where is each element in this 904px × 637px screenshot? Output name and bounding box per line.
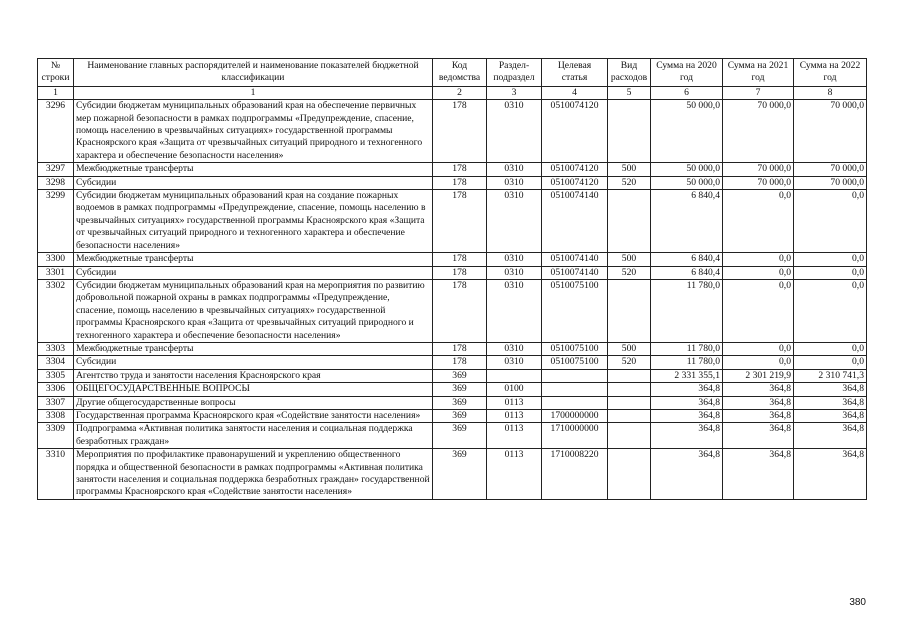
row-target-article bbox=[542, 369, 608, 382]
row-section: 0100 bbox=[487, 383, 542, 396]
header-sum-2020: Сумма на 2020 год bbox=[651, 59, 723, 87]
row-sum-2021: 0,0 bbox=[723, 190, 794, 253]
page-number: 380 bbox=[849, 597, 866, 608]
table-row bbox=[38, 163, 867, 176]
row-sum-2020: 364,8 bbox=[651, 383, 723, 396]
row-sum-2020: 364,8 bbox=[651, 423, 723, 449]
row-sum-2022: 0,0 bbox=[794, 279, 867, 342]
row-section: 0310 bbox=[487, 253, 542, 266]
row-dept-code: 369 bbox=[433, 369, 487, 382]
row-section: 0113 bbox=[487, 423, 542, 449]
row-number: 3308 bbox=[38, 409, 74, 422]
row-target-article: 0510074120 bbox=[542, 176, 608, 189]
row-dept-code: 178 bbox=[433, 176, 487, 189]
row-target-article bbox=[542, 383, 608, 396]
row-section: 0113 bbox=[487, 449, 542, 500]
row-dept-code: 369 bbox=[433, 383, 487, 396]
header-sum-2022: Сумма на 2022 год bbox=[794, 59, 867, 87]
row-target-article: 0510074140 bbox=[542, 253, 608, 266]
row-number: 3296 bbox=[38, 100, 74, 163]
row-number: 3302 bbox=[38, 279, 74, 342]
row-sum-2021: 2 301 219,9 bbox=[723, 369, 794, 382]
row-sum-2020: 6 840,4 bbox=[651, 266, 723, 279]
row-sum-2022: 364,8 bbox=[794, 409, 867, 422]
row-expense-type: 520 bbox=[608, 266, 651, 279]
row-sum-2022: 0,0 bbox=[794, 342, 867, 355]
row-dept-code: 178 bbox=[433, 100, 487, 163]
row-name: Субсидии бюджетам муниципальных образований края на создание пожарных водоемов в рамках подпрограммы «Предупреждение, спасение, помощь населению в чрезвычайных ситуациях» государственной программы Красноярского края «Защита от чрезвычайных ситуаций природного и техногенного характера и обеспечение безопасности населения» bbox=[74, 190, 433, 253]
row-sum-2022: 364,8 bbox=[794, 449, 867, 500]
column-index: 1 bbox=[38, 86, 74, 99]
row-sum-2020: 50 000,0 bbox=[651, 100, 723, 163]
row-target-article: 0510074140 bbox=[542, 266, 608, 279]
column-index-row bbox=[38, 86, 867, 99]
row-sum-2020: 50 000,0 bbox=[651, 176, 723, 189]
row-number: 3303 bbox=[38, 342, 74, 355]
row-dept-code: 178 bbox=[433, 190, 487, 253]
row-name: Межбюджетные трансферты bbox=[74, 163, 433, 176]
row-section: 0310 bbox=[487, 190, 542, 253]
row-section: 0310 bbox=[487, 100, 542, 163]
row-target-article: 1700000000 bbox=[542, 409, 608, 422]
row-target-article: 0510074120 bbox=[542, 100, 608, 163]
row-name: Межбюджетные трансферты bbox=[74, 342, 433, 355]
table-row bbox=[38, 369, 867, 382]
row-expense-type bbox=[608, 100, 651, 163]
row-sum-2022: 0,0 bbox=[794, 356, 867, 369]
row-sum-2022: 364,8 bbox=[794, 396, 867, 409]
table-row bbox=[38, 253, 867, 266]
row-target-article: 0510074140 bbox=[542, 190, 608, 253]
header-expense-type: Вид расходов bbox=[608, 59, 651, 87]
row-sum-2022: 70 000,0 bbox=[794, 100, 867, 163]
row-section: 0310 bbox=[487, 342, 542, 355]
row-expense-type: 500 bbox=[608, 163, 651, 176]
table-row bbox=[38, 396, 867, 409]
row-target-article: 0510074120 bbox=[542, 163, 608, 176]
row-sum-2020: 11 780,0 bbox=[651, 342, 723, 355]
header-name: Наименование главных распорядителей и наименование показателей бюджетной классификации bbox=[74, 59, 433, 87]
row-sum-2021: 70 000,0 bbox=[723, 163, 794, 176]
header-target-article: Целевая статья bbox=[542, 59, 608, 87]
row-sum-2021: 0,0 bbox=[723, 356, 794, 369]
table-body bbox=[38, 100, 867, 500]
table-row bbox=[38, 100, 867, 163]
row-sum-2020: 11 780,0 bbox=[651, 356, 723, 369]
column-index: 8 bbox=[794, 86, 867, 99]
row-sum-2020: 364,8 bbox=[651, 396, 723, 409]
header-row bbox=[38, 59, 867, 87]
table-row bbox=[38, 409, 867, 422]
row-expense-type bbox=[608, 369, 651, 382]
row-name: Субсидии bbox=[74, 176, 433, 189]
row-dept-code: 369 bbox=[433, 409, 487, 422]
table-row bbox=[38, 449, 867, 500]
budget-table-sheet bbox=[37, 58, 867, 500]
row-sum-2022: 2 310 741,3 bbox=[794, 369, 867, 382]
table-row bbox=[38, 266, 867, 279]
table-row bbox=[38, 279, 867, 342]
row-sum-2022: 70 000,0 bbox=[794, 176, 867, 189]
row-sum-2021: 70 000,0 bbox=[723, 176, 794, 189]
row-section: 0310 bbox=[487, 279, 542, 342]
row-sum-2021: 70 000,0 bbox=[723, 100, 794, 163]
row-sum-2022: 70 000,0 bbox=[794, 163, 867, 176]
row-sum-2020: 11 780,0 bbox=[651, 279, 723, 342]
row-expense-type bbox=[608, 190, 651, 253]
row-number: 3298 bbox=[38, 176, 74, 189]
row-number: 3300 bbox=[38, 253, 74, 266]
row-sum-2021: 364,8 bbox=[723, 423, 794, 449]
budget-table bbox=[37, 58, 867, 500]
row-section: 0113 bbox=[487, 396, 542, 409]
row-expense-type bbox=[608, 449, 651, 500]
row-dept-code: 369 bbox=[433, 423, 487, 449]
row-name: Другие общегосударственные вопросы bbox=[74, 396, 433, 409]
row-sum-2021: 364,8 bbox=[723, 449, 794, 500]
row-section bbox=[487, 369, 542, 382]
table-row bbox=[38, 190, 867, 253]
row-name: Субсидии бюджетам муниципальных образований края на мероприятия по развитию добровольной пожарной охраны в рамках подпрограммы «Предупреждение, спасение, помощь населению в чрезвычайных ситуациях» государственной программы Красноярского края «Защита от чрезвычайных ситуаций природного и техногенного характера и обеспечение безопасности населения» bbox=[74, 279, 433, 342]
header-row-no: № строки bbox=[38, 59, 74, 87]
row-expense-type bbox=[608, 423, 651, 449]
header-section: Раздел-подраздел bbox=[487, 59, 542, 87]
row-number: 3309 bbox=[38, 423, 74, 449]
row-number: 3307 bbox=[38, 396, 74, 409]
row-sum-2020: 50 000,0 bbox=[651, 163, 723, 176]
row-number: 3299 bbox=[38, 190, 74, 253]
row-sum-2021: 0,0 bbox=[723, 266, 794, 279]
header-dept-code: Код ведомства bbox=[433, 59, 487, 87]
row-target-article: 0510075100 bbox=[542, 356, 608, 369]
row-number: 3305 bbox=[38, 369, 74, 382]
table-row bbox=[38, 356, 867, 369]
row-name: Межбюджетные трансферты bbox=[74, 253, 433, 266]
column-index: 4 bbox=[542, 86, 608, 99]
row-name: Государственная программа Красноярского края «Содействие занятости населения» bbox=[74, 409, 433, 422]
row-sum-2022: 0,0 bbox=[794, 253, 867, 266]
row-name: Субсидии bbox=[74, 356, 433, 369]
row-expense-type bbox=[608, 279, 651, 342]
row-target-article bbox=[542, 396, 608, 409]
row-sum-2021: 364,8 bbox=[723, 383, 794, 396]
column-index: 2 bbox=[433, 86, 487, 99]
row-sum-2021: 0,0 bbox=[723, 279, 794, 342]
row-number: 3304 bbox=[38, 356, 74, 369]
row-target-article: 0510075100 bbox=[542, 279, 608, 342]
row-sum-2021: 364,8 bbox=[723, 409, 794, 422]
row-expense-type: 500 bbox=[608, 342, 651, 355]
row-section: 0310 bbox=[487, 176, 542, 189]
row-dept-code: 369 bbox=[433, 449, 487, 500]
row-expense-type: 520 bbox=[608, 356, 651, 369]
row-sum-2020: 364,8 bbox=[651, 449, 723, 500]
row-dept-code: 178 bbox=[433, 253, 487, 266]
row-dept-code: 369 bbox=[433, 396, 487, 409]
row-number: 3310 bbox=[38, 449, 74, 500]
row-sum-2020: 364,8 bbox=[651, 409, 723, 422]
row-sum-2021: 0,0 bbox=[723, 253, 794, 266]
row-dept-code: 178 bbox=[433, 342, 487, 355]
table-row bbox=[38, 423, 867, 449]
row-sum-2020: 6 840,4 bbox=[651, 253, 723, 266]
table-row bbox=[38, 342, 867, 355]
row-expense-type bbox=[608, 409, 651, 422]
row-name: Агентство труда и занятости населения Красноярского края bbox=[74, 369, 433, 382]
row-section: 0113 bbox=[487, 409, 542, 422]
column-index: 7 bbox=[723, 86, 794, 99]
row-expense-type bbox=[608, 396, 651, 409]
row-section: 0310 bbox=[487, 356, 542, 369]
row-section: 0310 bbox=[487, 266, 542, 279]
row-dept-code: 178 bbox=[433, 266, 487, 279]
column-index: 5 bbox=[608, 86, 651, 99]
row-sum-2022: 0,0 bbox=[794, 190, 867, 253]
row-dept-code: 178 bbox=[433, 163, 487, 176]
row-sum-2022: 364,8 bbox=[794, 383, 867, 396]
header-sum-2021: Сумма на 2021 год bbox=[723, 59, 794, 87]
table-row bbox=[38, 383, 867, 396]
row-number: 3301 bbox=[38, 266, 74, 279]
row-name: Субсидии bbox=[74, 266, 433, 279]
row-sum-2020: 6 840,4 bbox=[651, 190, 723, 253]
row-sum-2020: 2 331 355,1 bbox=[651, 369, 723, 382]
row-name: Мероприятия по профилактике правонарушений и укреплению общественного порядка и общественной безопасности в рамках подпрограммы «Активная политика занятости населения и социальная поддержка безработных граждан» государственной программы Красноярского края «Содействие занятости населения» bbox=[74, 449, 433, 500]
table-row bbox=[38, 176, 867, 189]
row-expense-type: 500 bbox=[608, 253, 651, 266]
row-target-article: 1710000000 bbox=[542, 423, 608, 449]
row-expense-type: 520 bbox=[608, 176, 651, 189]
row-dept-code: 178 bbox=[433, 279, 487, 342]
row-dept-code: 178 bbox=[433, 356, 487, 369]
row-target-article: 0510075100 bbox=[542, 342, 608, 355]
column-index: 3 bbox=[487, 86, 542, 99]
column-index: 1 bbox=[74, 86, 433, 99]
row-name: Субсидии бюджетам муниципальных образований края на обеспечение первичных мер пожарной безопасности в рамках подпрограммы «Предупреждение, спасение, помощь населению в чрезвычайных ситуациях» государственной программы Красноярского края «Защита от чрезвычайных ситуаций природного и техногенного характера и обеспечение безопасности населения» bbox=[74, 100, 433, 163]
row-name: Подпрограмма «Активная политика занятости населения и социальная поддержка безработных граждан» bbox=[74, 423, 433, 449]
row-expense-type bbox=[608, 383, 651, 396]
row-sum-2021: 364,8 bbox=[723, 396, 794, 409]
row-sum-2021: 0,0 bbox=[723, 342, 794, 355]
row-sum-2022: 364,8 bbox=[794, 423, 867, 449]
row-sum-2022: 0,0 bbox=[794, 266, 867, 279]
row-name: ОБЩЕГОСУДАРСТВЕННЫЕ ВОПРОСЫ bbox=[74, 383, 433, 396]
row-section: 0310 bbox=[487, 163, 542, 176]
column-index: 6 bbox=[651, 86, 723, 99]
row-number: 3297 bbox=[38, 163, 74, 176]
row-target-article: 1710008220 bbox=[542, 449, 608, 500]
row-number: 3306 bbox=[38, 383, 74, 396]
